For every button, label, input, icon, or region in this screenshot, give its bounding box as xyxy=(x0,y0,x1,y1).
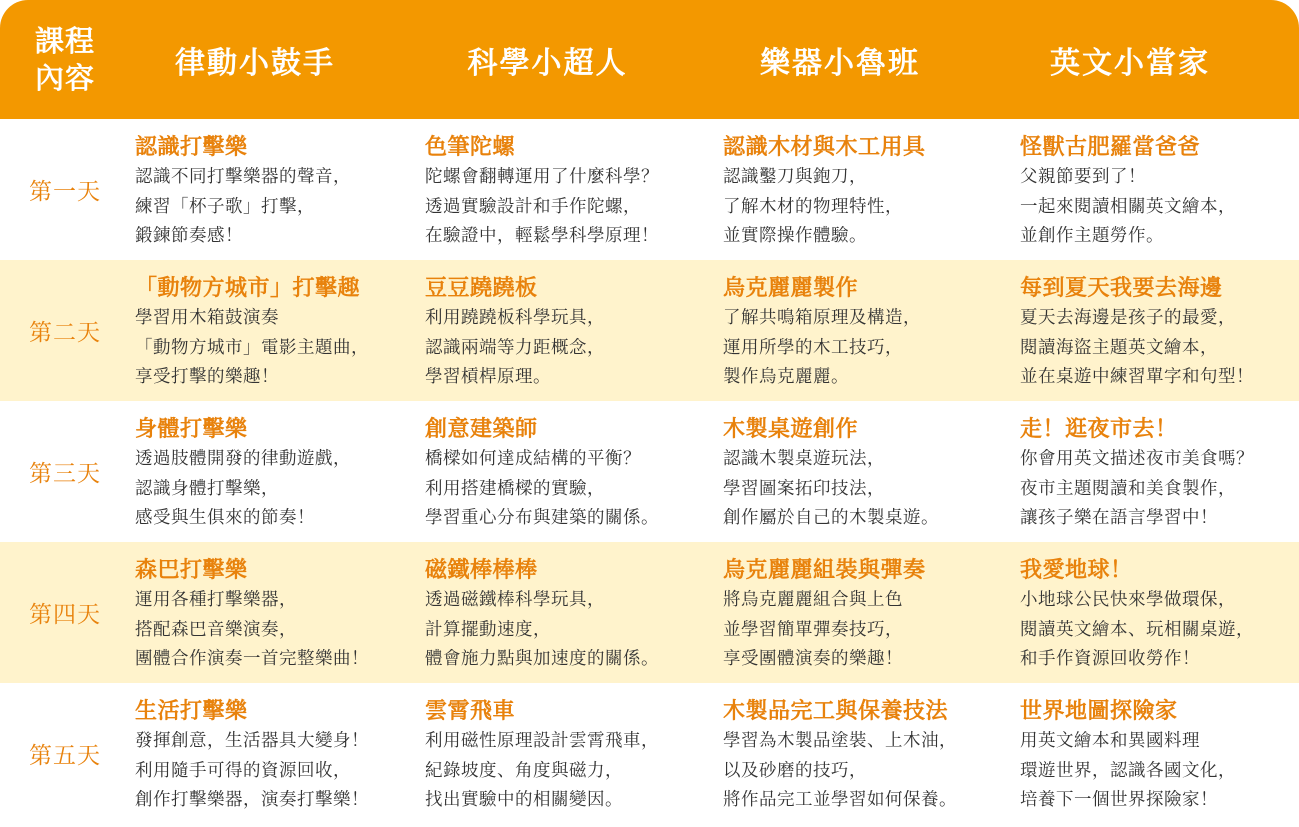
lesson-cell-science xyxy=(425,556,715,675)
lesson-description-line: 製作烏克麗麗。 xyxy=(723,367,849,387)
lesson-description-line: 創作打擊樂器，演奏打擊樂！ xyxy=(135,790,369,810)
lesson-description-line: 學習重心分布與建築的關係。 xyxy=(425,508,659,528)
day-label: 第一天 xyxy=(29,179,101,205)
column-header-science-kid: 科學小超人 xyxy=(467,45,628,81)
column-header-english-kid: 英文小當家 xyxy=(1050,45,1210,81)
lesson-cell-english xyxy=(1020,556,1299,675)
table-row xyxy=(0,260,1299,401)
lesson-description-line: 學習圖案拓印技法， xyxy=(723,478,885,499)
corner-label-line1: 課程 xyxy=(34,24,95,58)
lesson-title: 木製品完工與保養技法 xyxy=(723,699,949,724)
day-label: 第三天 xyxy=(29,461,101,487)
lesson-description-line: 鍛鍊節奏感！ xyxy=(135,226,243,246)
lesson-description-line: 橋樑如何達成結構的平衡？ xyxy=(425,449,641,469)
table-row xyxy=(0,401,1299,542)
lesson-description-line: 閱讀海盜主題英文繪本， xyxy=(1020,337,1218,358)
lesson-description-line: 學習為木製品塗裝、上木油， xyxy=(723,731,957,751)
lesson-title: 生活打擊樂 xyxy=(135,699,248,724)
lesson-cell-science xyxy=(425,274,715,393)
lesson-description-line: 透過肢體開發的律動遊戲， xyxy=(135,449,351,469)
lesson-description-line: 練習「杯子歌」打擊， xyxy=(135,196,315,217)
corner-label-line2: 內容 xyxy=(34,61,95,95)
lesson-description-line: 享受團體演奏的樂趣！ xyxy=(723,649,903,669)
lesson-title: 走！逛夜市去！ xyxy=(1020,417,1178,442)
lesson-description-line: 利用磁性原理設計雲霄飛車， xyxy=(425,731,659,751)
lesson-description-line: 將烏克麗麗組合與上色 xyxy=(723,590,903,610)
lesson-description-line: 讓孩子樂在語言學習中！ xyxy=(1020,508,1218,528)
header-corner-label xyxy=(0,14,130,106)
lesson-description-line: 學習用木箱鼓演奏 xyxy=(135,308,279,328)
lesson-description-line: 認識鑿刀與鉋刀， xyxy=(723,167,867,187)
lesson-cell-instrument xyxy=(723,415,1013,534)
lesson-cell-english xyxy=(1020,415,1299,534)
lesson-cell-english xyxy=(1020,133,1299,252)
lesson-description-line: 計算擺動速度， xyxy=(425,619,551,640)
lesson-description-line: 發揮創意，生活器具大變身！ xyxy=(135,731,369,751)
lesson-description-line: 陀螺會翻轉運用了什麼科學？ xyxy=(425,167,659,187)
lesson-description-line: 一起來閱讀相關英文繪本， xyxy=(1020,196,1236,217)
lesson-title: 世界地圖探險家 xyxy=(1020,699,1178,724)
lesson-title: 怪獸古肥羅當爸爸 xyxy=(1020,135,1201,160)
lesson-cell-rhythm xyxy=(135,274,425,393)
lesson-description-line: 並在桌遊中練習單字和句型！ xyxy=(1020,367,1254,387)
lesson-cell-rhythm xyxy=(135,133,425,252)
lesson-description-line: 用英文繪本和異國料理 xyxy=(1020,731,1200,751)
lesson-description-line: 認識兩端等力距概念， xyxy=(425,337,605,358)
day-label: 第四天 xyxy=(29,602,101,628)
lesson-description-line: 找出實驗中的相關變因。 xyxy=(425,790,623,810)
lesson-description-line: 運用所學的木工技巧， xyxy=(723,337,903,358)
lesson-title: 烏克麗麗組裝與彈奏 xyxy=(723,558,926,583)
lesson-title: 身體打擊樂 xyxy=(135,417,248,442)
lesson-description-line: 認識身體打擊樂， xyxy=(135,478,279,499)
lesson-description-line: 感受與生俱來的節奏！ xyxy=(135,508,315,528)
lesson-description-line: 小地球公民快來學做環保， xyxy=(1020,590,1236,610)
lesson-description-line: 體會施力點與加速度的關係。 xyxy=(425,649,659,669)
lesson-cell-instrument xyxy=(723,133,1013,252)
lesson-description-line: 「動物方城市」電影主題曲， xyxy=(135,337,369,358)
lesson-description-line: 創作屬於自己的木製桌遊。 xyxy=(723,508,939,528)
table-row xyxy=(0,119,1299,260)
lesson-title: 磁鐵棒棒棒 xyxy=(425,558,538,583)
lesson-description-line: 透過磁鐵棒科學玩具， xyxy=(425,590,605,610)
lesson-title: 認識木材與木工用具 xyxy=(723,135,926,160)
lesson-cell-instrument xyxy=(723,274,1013,393)
lesson-title: 認識打擊樂 xyxy=(135,135,248,160)
lesson-description-line: 運用各種打擊樂器， xyxy=(135,590,297,610)
lesson-description-line: 了解共鳴箱原理及構造， xyxy=(723,308,921,328)
lesson-title: 「動物方城市」打擊趣 xyxy=(135,276,361,301)
lesson-description-line: 父親節要到了！ xyxy=(1020,167,1146,187)
lesson-cell-instrument xyxy=(723,556,1013,675)
table-row xyxy=(0,683,1299,824)
lesson-description-line: 學習槓桿原理。 xyxy=(425,367,551,387)
lesson-description-line: 了解木材的物理特性， xyxy=(723,196,903,217)
lesson-description-line: 培養下一個世界探險家！ xyxy=(1020,790,1218,810)
lesson-title: 豆豆蹺蹺板 xyxy=(425,276,538,301)
lesson-title: 我愛地球！ xyxy=(1020,558,1133,583)
lesson-description-line: 將作品完工並學習如何保養。 xyxy=(723,790,957,810)
lesson-title: 雲霄飛車 xyxy=(425,699,516,724)
lesson-title: 烏克麗麗製作 xyxy=(723,276,859,301)
day-label: 第五天 xyxy=(29,743,101,769)
lesson-description-line: 和手作資源回收勞作！ xyxy=(1020,649,1200,669)
lesson-description-line: 利用搭建橋樑的實驗， xyxy=(425,478,605,499)
lesson-description-line: 認識木製桌遊玩法， xyxy=(723,449,885,469)
lesson-description-line: 並學習簡單彈奏技巧， xyxy=(723,619,903,640)
lesson-description-line: 閱讀英文繪本、玩相關桌遊， xyxy=(1020,619,1254,640)
lesson-cell-english xyxy=(1020,274,1299,393)
lesson-cell-instrument xyxy=(723,697,1013,816)
lesson-title: 創意建築師 xyxy=(425,417,538,442)
lesson-description-line: 夜市主題閱讀和美食製作， xyxy=(1020,478,1236,499)
lesson-description-line: 以及砂磨的技巧， xyxy=(723,760,867,781)
lesson-cell-science xyxy=(425,697,715,816)
column-header-rhythm-drummer: 律動小鼓手 xyxy=(175,45,335,81)
lesson-cell-rhythm xyxy=(135,556,425,675)
lesson-title: 每到夏天我要去海邊 xyxy=(1020,276,1223,301)
lesson-cell-science xyxy=(425,133,715,252)
lesson-cell-science xyxy=(425,415,715,534)
column-header-instrument-maker: 樂器小魯班 xyxy=(760,45,920,81)
lesson-description-line: 透過實驗設計和手作陀螺， xyxy=(425,196,641,217)
lesson-description-line: 紀錄坡度、角度與磁力， xyxy=(425,760,623,781)
lesson-description-line: 享受打擊的樂趣！ xyxy=(135,367,279,387)
lesson-title: 色筆陀螺 xyxy=(425,135,516,160)
lesson-title: 森巴打擊樂 xyxy=(135,558,248,583)
lesson-description-line: 你會用英文描述夜市美食嗎？ xyxy=(1020,449,1254,469)
lesson-description-line: 環遊世界，認識各國文化， xyxy=(1020,760,1236,781)
lesson-description-line: 利用蹺蹺板科學玩具， xyxy=(425,308,605,328)
lesson-description-line: 並創作主題勞作。 xyxy=(1020,226,1164,246)
lesson-description-line: 團體合作演奏一首完整樂曲！ xyxy=(135,649,369,669)
lesson-title: 木製桌遊創作 xyxy=(723,417,859,442)
table-header xyxy=(0,0,1299,119)
lesson-description-line: 夏天去海邊是孩子的最愛， xyxy=(1020,308,1236,328)
lesson-cell-rhythm xyxy=(135,697,425,816)
lesson-cell-english xyxy=(1020,697,1299,816)
lesson-description-line: 搭配森巴音樂演奏， xyxy=(135,619,297,640)
lesson-description-line: 在驗證中，輕鬆學科學原理！ xyxy=(425,226,659,246)
day-label: 第二天 xyxy=(29,320,101,346)
lesson-description-line: 利用隨手可得的資源回收， xyxy=(135,760,351,781)
lesson-description-line: 認識不同打擊樂器的聲音， xyxy=(135,167,351,187)
lesson-description-line: 並實際操作體驗。 xyxy=(723,226,867,246)
table-row xyxy=(0,542,1299,683)
lesson-cell-rhythm xyxy=(135,415,425,534)
